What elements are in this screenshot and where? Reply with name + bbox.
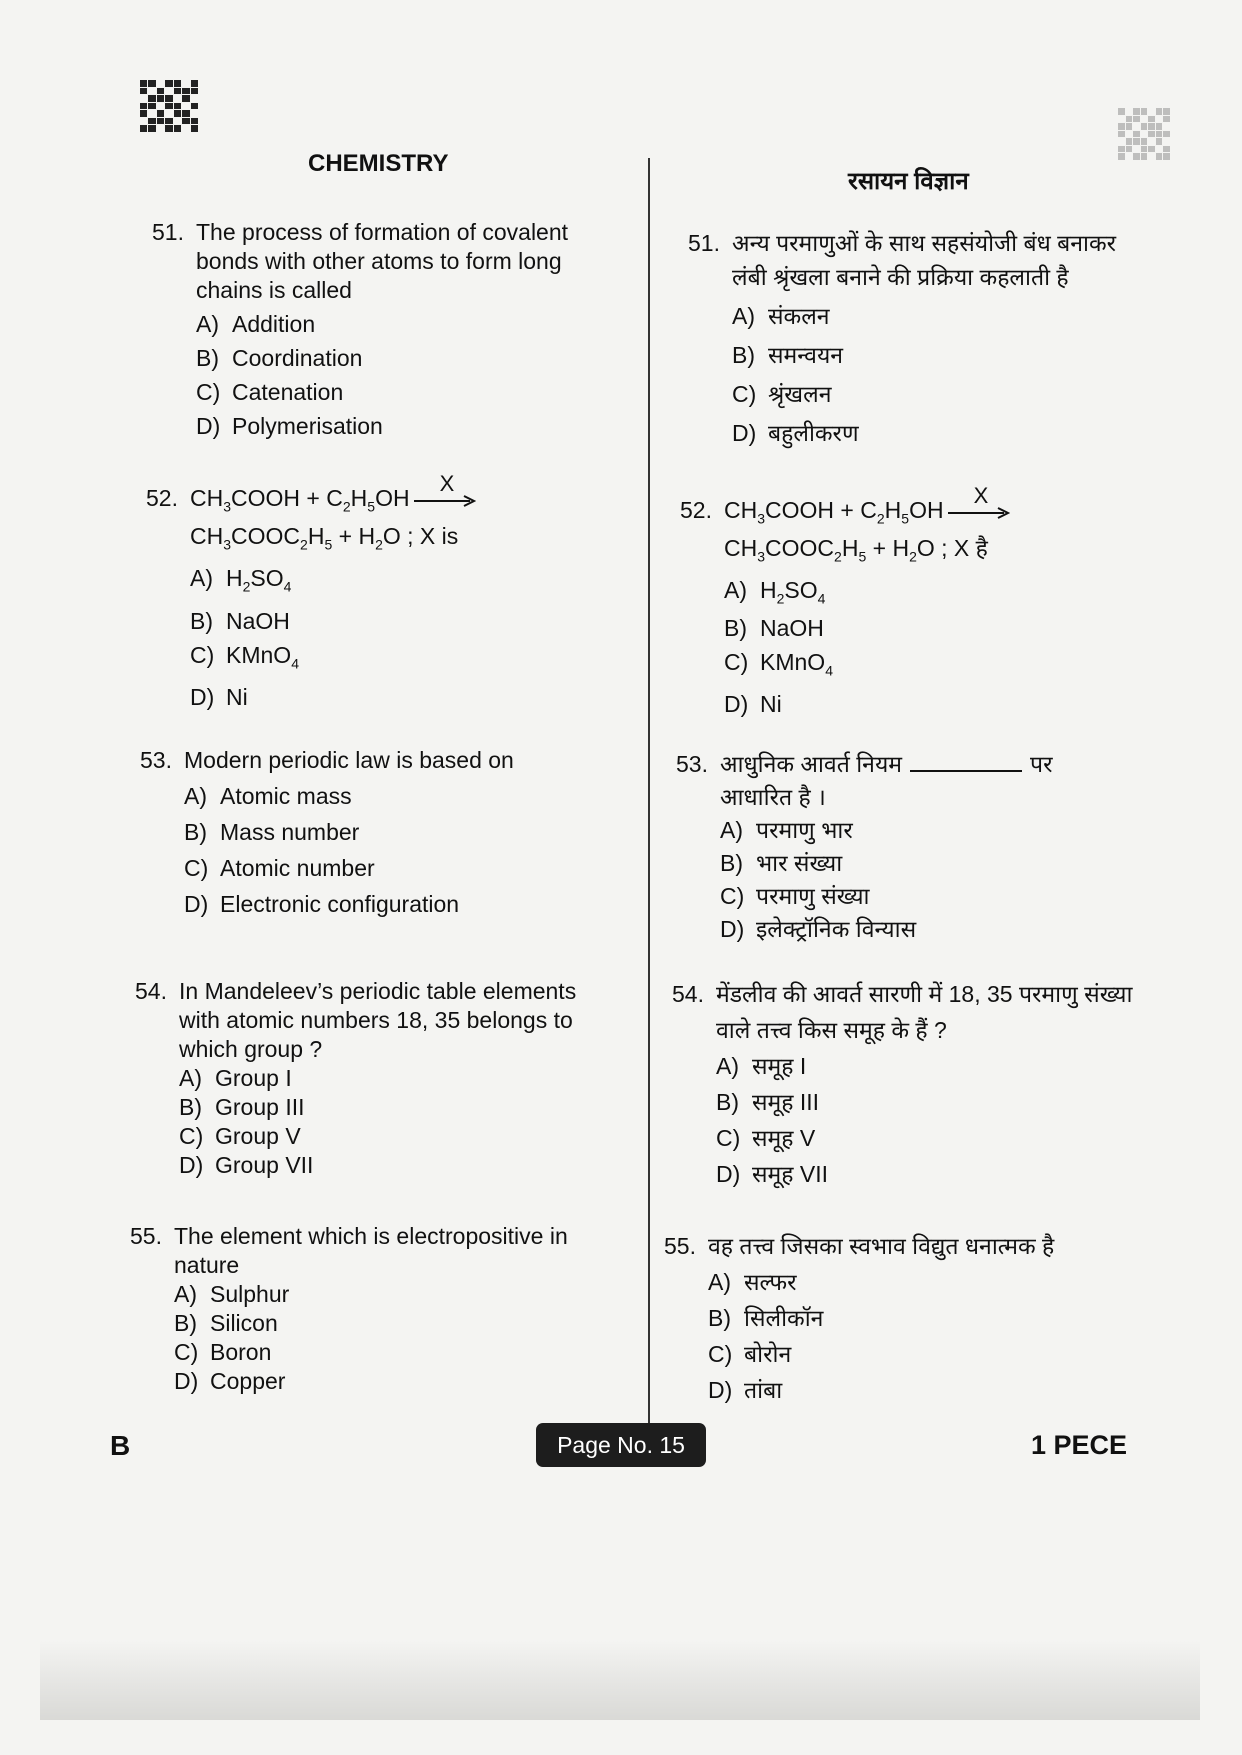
option-d: D) तांबा <box>708 1377 783 1403</box>
question-number: 53. <box>140 747 172 773</box>
option-a: A) Group I <box>179 1065 292 1091</box>
equation-line-2: $CH_3COOC_2H_5 + H_2O$ ; X है <box>724 534 988 565</box>
option-a: A) $H_2SO_4$ <box>724 577 826 607</box>
paper-code: 1 PECE <box>1031 1430 1128 1460</box>
option-d: D) Electronic configuration <box>184 891 460 917</box>
question-number: 55. <box>130 1223 162 1249</box>
option-c: C) बोरोन <box>708 1341 792 1367</box>
option-d: D) बहुलीकरण <box>732 420 859 446</box>
question-54-en <box>135 977 615 1180</box>
question-55-hi <box>664 1228 1134 1408</box>
equation-line-1: $CH_3COOH + C_2H_5OH$ X <box>724 496 1150 534</box>
option-a: A) $H_2SO_4$ <box>190 565 292 595</box>
option-a: A) Sulphur <box>174 1281 290 1307</box>
option-d: D) इलेक्ट्रॉनिक विन्यास <box>720 916 917 942</box>
scan-shadow <box>40 1640 1200 1720</box>
question-text: Modern periodic law is based on <box>184 747 514 773</box>
question-text: आधुनिक आवर्त नियम पर <box>720 751 1053 777</box>
option-a: A) संकलन <box>732 303 830 329</box>
option-a: A) सल्फर <box>708 1269 797 1295</box>
question-55-en <box>130 1222 600 1396</box>
question-text: The element which is electropositive in nature <box>174 1223 568 1278</box>
question-text-continued: आधारित है । <box>720 784 826 810</box>
option-d: D) समूह VII <box>716 1161 829 1187</box>
question-52-hi <box>680 482 1150 719</box>
option-b: B) Coordination <box>196 345 363 371</box>
question-text: The process of formation of covalent bonds with other atoms to form long chains is called <box>196 219 569 303</box>
english-section-title: CHEMISTRY <box>308 150 449 177</box>
option-b: B) Mass number <box>184 819 360 845</box>
option-d: D) Copper <box>174 1368 286 1394</box>
equation-line-1: $CH_3COOH + C_2H_5OH$ X <box>190 484 626 522</box>
option-d: D) Group VII <box>179 1152 314 1178</box>
column-divider <box>648 158 650 1428</box>
faded-qr-code-icon <box>1118 108 1170 160</box>
option-c: C) Boron <box>174 1339 272 1365</box>
question-54-hi <box>672 976 1142 1192</box>
question-number: 52. <box>146 485 178 511</box>
qr-code-icon <box>140 80 198 132</box>
option-b: B) Silicon <box>174 1310 278 1336</box>
option-d: D) Ni <box>190 684 248 711</box>
option-b: B) Group III <box>179 1094 305 1120</box>
option-c: C) Catenation <box>196 379 344 405</box>
question-number: 54. <box>672 981 704 1007</box>
option-b: B) NaOH <box>724 614 824 641</box>
option-b: B) समन्वयन <box>732 342 844 368</box>
option-c: C) श्रृंखलन <box>732 381 832 407</box>
question-number: 51. <box>688 230 720 256</box>
option-c: C) Atomic number <box>184 855 375 881</box>
reaction-arrow-icon: X <box>414 491 476 509</box>
option-b: B) समूह III <box>716 1089 820 1115</box>
question-number: 54. <box>135 978 167 1004</box>
question-text: वह तत्त्व जिसका स्वभाव विद्युत धनात्मक है <box>708 1233 1055 1259</box>
option-c: C) समूह V <box>716 1125 816 1151</box>
page-number-badge: Page No. 15 <box>536 1423 706 1467</box>
question-number: 53. <box>676 751 708 777</box>
option-a: A) परमाणु भार <box>720 817 853 843</box>
fill-in-blank <box>910 752 1022 772</box>
option-a: A) Addition <box>196 311 316 337</box>
option-b: B) भार संख्या <box>720 850 843 876</box>
question-text: अन्य परमाणुओं के साथ सहसंयोजी बंध बनाकर लंबी श्रृंखला बनाने की प्रक्रिया कहलाती है <box>732 230 1117 290</box>
question-51-en <box>152 218 622 441</box>
booklet-series: B <box>110 1430 131 1461</box>
question-53-en <box>140 742 620 922</box>
reaction-arrow-icon: X <box>948 503 1010 521</box>
option-b: B) सिलीकॉन <box>708 1305 824 1331</box>
equation-line-2: $CH_3COOC_2H_5 + H_2O$ ; X is <box>190 522 459 553</box>
option-a: A) Atomic mass <box>184 783 352 809</box>
option-a: A) समूह I <box>716 1053 807 1079</box>
question-number: 51. <box>152 219 184 245</box>
option-c: C) KMnO$_4$ <box>190 641 299 672</box>
question-text: In Mandeleev’s periodic table elements with atomic numbers 18, 35 belongs to which group ? <box>179 978 577 1062</box>
option-d: D) Polymerisation <box>196 413 383 439</box>
option-c: C) KMnO$_4$ <box>724 648 833 679</box>
option-c: C) परमाणु संख्या <box>720 883 870 909</box>
hindi-section-title: रसायन विज्ञान <box>848 168 969 195</box>
question-number: 52. <box>680 497 712 523</box>
option-b: B) NaOH <box>190 607 290 634</box>
question-number: 55. <box>664 1233 696 1259</box>
question-53-hi <box>676 748 1146 946</box>
question-51-hi <box>688 226 1138 450</box>
question-52-en <box>146 470 626 712</box>
option-d: D) Ni <box>724 691 782 718</box>
question-text: मेंडलीव की आवर्त सारणी में 18, 35 परमाणु संख्या वाले तत्त्व किस समूह के हैं ? <box>716 981 1133 1043</box>
option-c: C) Group V <box>179 1123 301 1149</box>
